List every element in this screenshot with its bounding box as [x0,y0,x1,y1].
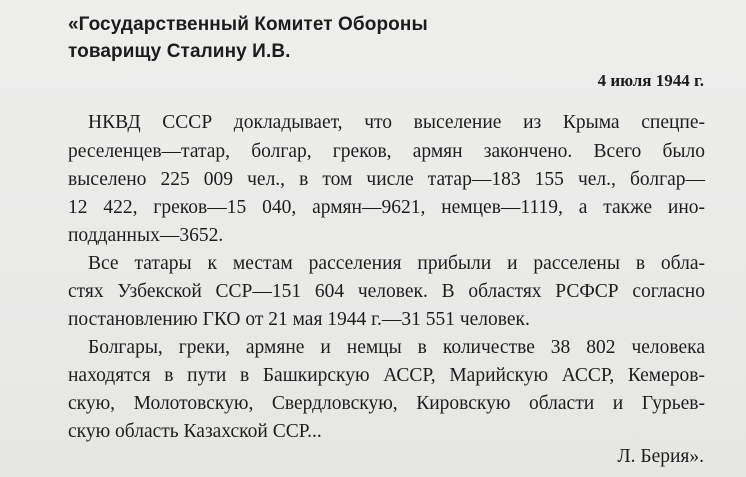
paragraph1-line: НКВД СССР докладывает, что выселение из Крыма спецпе- [88,112,705,133]
paragraph1-line: 12 422, греков—15 040, армян—9621, немцев—1119, а также ино- [68,197,705,218]
heading-recipient: товарищу Сталину И.В. [68,41,291,62]
paragraph1-line: подданных—3652. [68,225,224,246]
paragraph3-line: скую, Молотовскую, Свердловскую, Кировскую области и Гурьев- [68,393,705,414]
document-date: 4 июля 1944 г. [597,71,704,90]
paragraph3-line: Болгары, греки, армяне и немцы в количестве 38 802 человека [88,337,705,358]
signature: Л. Берия». [617,446,704,467]
paragraph2-line: стях Узбекской ССР—151 604 человек. В областях РСФСР согласно [68,281,705,302]
paragraph2-line: Все татары к местам расселения прибыли и расселены в обла- [88,253,705,274]
paragraph1-line: реселенцев—татар, болгар, греков, армян закончено. Всего было [68,141,705,162]
paragraph2-line: постановлению ГКО от 21 мая 1944 г.—31 551 человек. [68,309,530,330]
heading-addressee: «Государственный Комитет Обороны [68,14,428,35]
paragraph3-line: скую область Казахской ССР... [68,421,322,442]
paragraph1-line: выселено 225 009 чел., в том числе татар—183 155 чел., болгар— [68,169,705,190]
paragraph3-line: находятся в пути в Башкирскую АССР, Марийскую АССР, Кемеров- [68,365,705,386]
